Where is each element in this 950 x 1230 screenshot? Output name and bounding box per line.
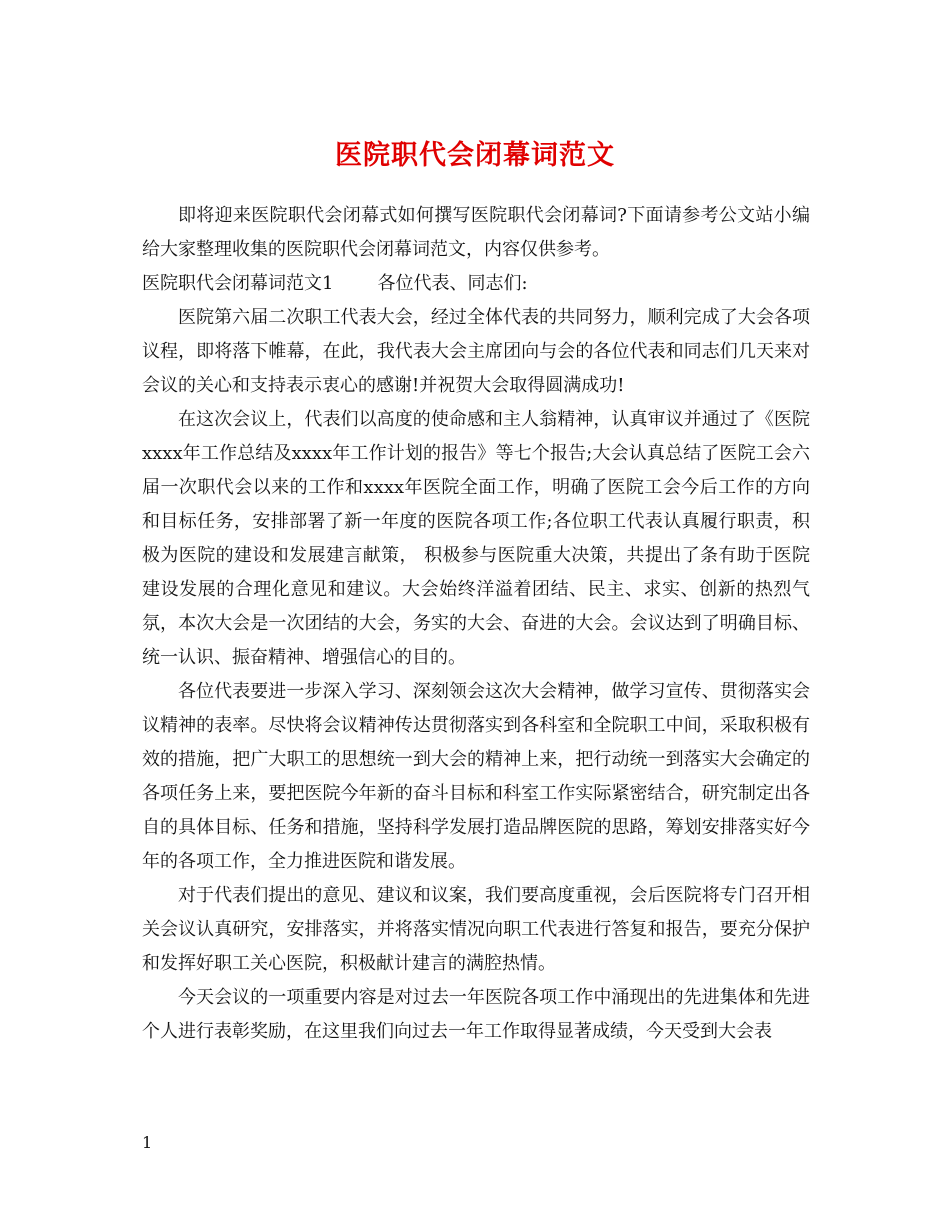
- section-heading-line: [142, 267, 810, 301]
- document-title: 医院职代会闭幕词范文: [335, 140, 615, 171]
- body-paragraph: 对于代表们提出的意见、建议和议案，我们要高度重视，会后医院将专门召开相关会议认真研究，安排落实，并将落实情况向职工代表进行答复和报告，要充分保护和发挥好职工关心医院，积极献计建言的满腔热情。: [142, 885, 810, 974]
- salutation: 各位代表、同志们:: [377, 273, 528, 294]
- body-paragraph: 各位代表要进一步深入学习、深刻领会这次大会精神，做学习宣传、贯彻落实会议精神的表率。尽快将会议精神传达贯彻落实到各科室和全院职工中间，采取积极有效的措施，把广大职工的思想统一到大会的精神上来，把行动统一到落实大会确定的各项任务上来，要把医院今年新的奋斗目标和科室工作实际紧密结合，研究制定出各自的具体目标、任务和措施，坚持科学发展打造品牌医院的思路，筹划安排落实好今年的各项工作，全力推进医院和谐发展。: [142, 681, 810, 872]
- page-number: 1: [142, 1133, 153, 1152]
- document-body: [142, 199, 810, 1049]
- intro-paragraph: 即将迎来医院职代会闭幕式如何撰写医院职代会闭幕词?下面请参考公文站小编给大家整理收集的医院职代会闭幕词范文，内容仅供参考。: [142, 205, 810, 260]
- section-heading: 医院职代会闭幕词范文1: [142, 273, 334, 294]
- body-paragraph: 医院第六届二次职工代表大会，经过全体代表的共同努力，顺利完成了大会各项议程，即将落下帷幕，在此，我代表大会主席团向与会的各位代表和同志们几天来对会议的关心和支持表示衷心的感谢!并祝贺大会取得圆满成功!: [142, 307, 810, 396]
- body-paragraph: 今天会议的一项重要内容是对过去一年医院各项工作中涌现出的先进集体和先进个人进行表彰奖励，在这里我们向过去一年工作取得显著成绩，今天受到大会表: [142, 987, 810, 1042]
- body-paragraph: 在这次会议上，代表们以高度的使命感和主人翁精神，认真审议并通过了《医院xxxx年工作总结及xxxx年工作计划的报告》等七个报告;大会认真总结了医院工会六届一次职代会以来的工作和xxxx年医院全面工作，明确了医院工会今后工作的方向和目标任务，安排部署了新一年度的医院各项工作;各位职工代表认真履行职责，积极为医院的建设和发展建言献策， 积极参与医院重大决策，共提出了条有助于医院建设发展的合理化意见和建议。大会始终洋溢着团结、民主、求实、创新的热烈气氛，本次大会是一次团结的大会，务实的大会、奋进的大会。会议达到了明确目标、统一认识、振奋精神、增强信心的目的。: [142, 409, 810, 668]
